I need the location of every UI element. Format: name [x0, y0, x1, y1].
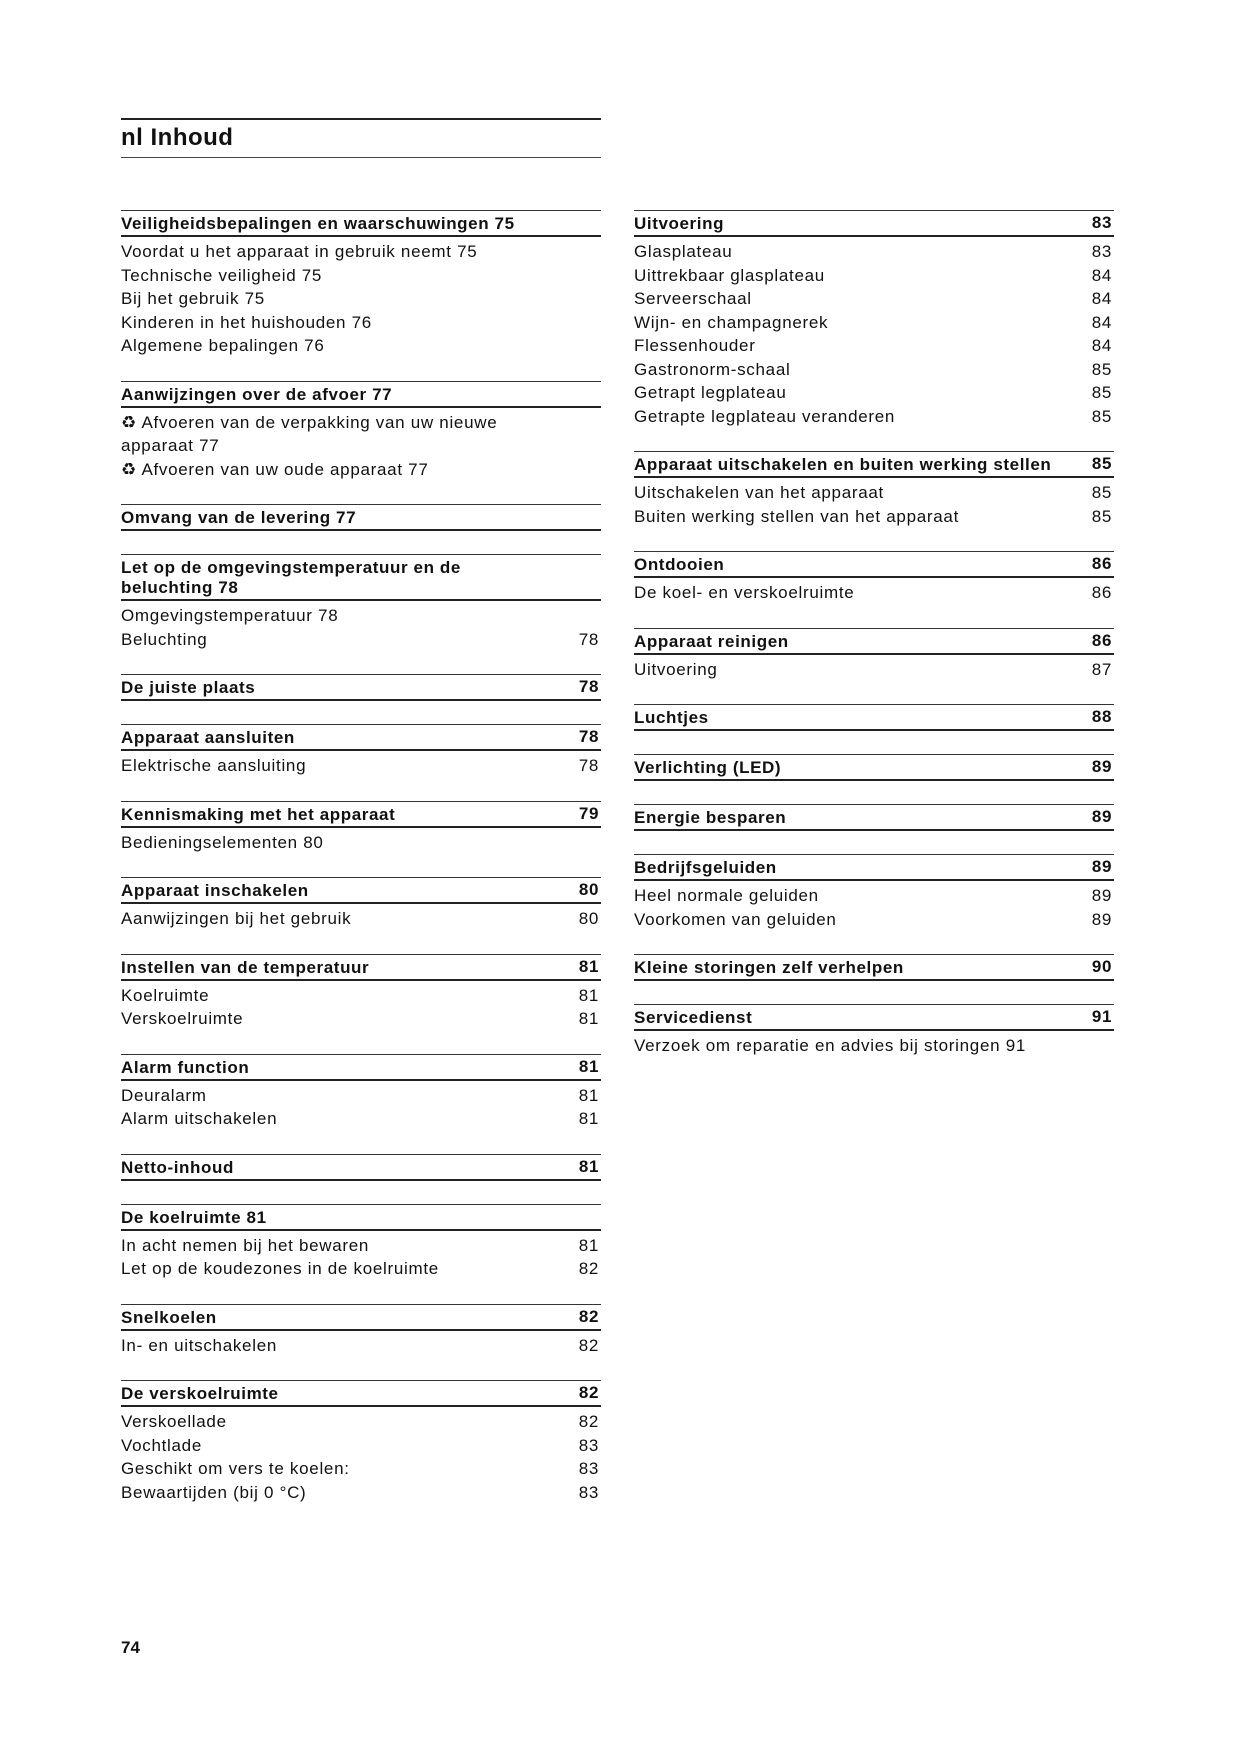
toc-entry-text: Voorkomen van geluiden [634, 909, 837, 929]
toc-entry[interactable] [634, 908, 1114, 932]
toc-entry-text-wrap [634, 505, 1114, 529]
toc-item-list [634, 478, 1114, 528]
toc-entry-text-wrap [121, 1107, 601, 1131]
toc-entry-text: Deuralarm [121, 1085, 207, 1105]
toc-entry-text-wrap [121, 754, 601, 778]
toc-section-heading[interactable] [121, 674, 601, 701]
page-header [121, 118, 601, 158]
toc-entry-text-wrap [121, 1007, 601, 1031]
toc-entry-text: Elektrische aansluiting [121, 756, 307, 775]
toc-entry[interactable] [121, 411, 601, 458]
toc-heading-page: 83 [1091, 213, 1112, 232]
toc-section-heading[interactable] [634, 954, 1114, 981]
page-title: nl Inhoud [121, 124, 234, 151]
toc-entry-page: 89 [1091, 909, 1112, 929]
toc-entry[interactable] [121, 1234, 601, 1258]
toc-section-heading[interactable] [121, 554, 601, 601]
toc-entry-text: Technische veiligheid 75 [121, 265, 323, 285]
toc-heading-text: Kleine storingen zelf verhelpen [634, 958, 904, 977]
toc-heading-text: Ontdooien [634, 555, 725, 574]
toc-heading-page: 81 [578, 1156, 599, 1176]
toc-entry-text: Wijn- en champagnerek [634, 312, 829, 332]
toc-heading-text: Snelkoelen [121, 1307, 217, 1327]
toc-entry-text-wrap [634, 264, 1114, 288]
toc-entry-text: Verskoelruimte [121, 1009, 244, 1028]
toc-entry-text-wrap [121, 287, 601, 311]
toc-heading-page: 82 [578, 1383, 599, 1402]
toc-section [634, 954, 1114, 981]
toc-section [121, 210, 601, 358]
toc-heading-page: 82 [578, 1306, 599, 1326]
toc-entry[interactable] [121, 1434, 601, 1458]
toc-heading-text: Veiligheidsbepalingen en waarschuwingen 75 [121, 214, 515, 233]
toc-section [634, 628, 1114, 682]
toc-entry-page: 84 [1091, 336, 1112, 355]
toc-item-list [121, 237, 601, 358]
toc-entry-page: 89 [1091, 886, 1112, 905]
toc-entry-text: Kinderen in het huishouden 76 [121, 312, 372, 332]
toc-entry-text-wrap [121, 984, 601, 1008]
toc-section [634, 804, 1114, 831]
toc-heading-page: 81 [578, 1056, 599, 1076]
toc-section [634, 551, 1114, 605]
toc-entry-page: 81 [578, 985, 599, 1005]
toc-section [121, 801, 601, 855]
toc-entry-text-wrap [634, 405, 1114, 429]
toc-entry-text-wrap [121, 604, 601, 628]
toc-item-list [121, 828, 601, 855]
toc-entry[interactable] [121, 831, 601, 855]
toc-entry-text: Serveerschaal [634, 289, 752, 308]
toc-entry-text-wrap [121, 1234, 601, 1258]
toc-section [121, 381, 601, 482]
toc-heading-text: De koelruimte 81 [121, 1207, 267, 1227]
toc-entry-text: Alarm uitschakelen [121, 1109, 278, 1128]
toc-item-list [121, 981, 601, 1031]
toc-item-list [121, 601, 601, 651]
toc-entry-text: Bewaartijden (bij 0 °C) [121, 1482, 307, 1502]
toc-item-list [634, 578, 1114, 605]
toc-entry-text: Uitvoering [634, 659, 718, 679]
toc-section [121, 504, 601, 531]
toc-entry-text: Afvoeren van uw oude apparaat 77 [141, 459, 429, 479]
toc-entry-text: Omgevingstemperatuur 78 [121, 606, 339, 625]
toc-entry[interactable] [121, 907, 601, 931]
toc-entry[interactable] [634, 287, 1114, 311]
toc-item-list [634, 881, 1114, 931]
toc-entry-text-wrap [121, 907, 601, 931]
toc-section-heading[interactable] [634, 854, 1114, 881]
toc-section-heading[interactable] [121, 1380, 601, 1407]
toc-section [121, 1054, 601, 1131]
toc-entry-text-wrap [634, 240, 1114, 264]
toc-section-heading[interactable] [634, 210, 1114, 237]
toc-item-list [634, 1031, 1114, 1058]
toc-heading-text: Verlichting (LED) [634, 758, 782, 777]
toc-heading-page: 81 [578, 956, 599, 976]
toc-entry-text: Beluchting [121, 629, 208, 649]
toc-entry[interactable] [121, 1481, 601, 1505]
toc-entry-text-wrap [121, 411, 601, 458]
toc-entry[interactable] [634, 481, 1114, 505]
toc-entry-text-wrap [121, 334, 601, 358]
toc-heading-text: Aanwijzingen over de afvoer 77 [121, 384, 393, 404]
toc-entry-text: Flessenhouder [634, 336, 756, 355]
toc-entry-text: Aanwijzingen bij het gebruik [121, 909, 352, 928]
toc-entry-text: Algemene bepalingen 76 [121, 336, 325, 355]
toc-entry-text: Glasplateau [634, 242, 733, 261]
toc-section [121, 1304, 601, 1358]
toc-heading-text: Alarm function [121, 1057, 250, 1077]
toc-entry-text: Bedieningselementen 80 [121, 832, 324, 852]
toc-entry-page: 82 [578, 1412, 599, 1431]
toc-section [634, 1004, 1114, 1058]
toc-entry-page: 83 [1091, 242, 1112, 261]
toc-entry[interactable] [634, 381, 1114, 405]
toc-item-list [121, 1407, 601, 1504]
toc-entry-text-wrap [634, 581, 1114, 605]
toc-entry[interactable] [121, 264, 601, 288]
toc-section-heading[interactable] [121, 1204, 601, 1231]
toc-entry-text-wrap [634, 287, 1114, 311]
toc-heading-text: Apparaat aansluiten [121, 728, 295, 747]
toc-heading-page: 90 [1091, 957, 1112, 976]
toc-heading-page: 85 [1091, 454, 1112, 473]
toc-section-heading[interactable] [121, 1154, 601, 1181]
toc-section [121, 554, 601, 651]
toc-entry-text-wrap [634, 358, 1114, 382]
toc-heading-text: Servicedienst [634, 1008, 753, 1027]
toc-entry-text-wrap [634, 1034, 1114, 1058]
toc-entry[interactable] [121, 1457, 601, 1481]
toc-section-heading[interactable] [121, 1054, 601, 1081]
toc-entry-text-wrap [121, 1334, 601, 1358]
toc-entry[interactable] [634, 505, 1114, 529]
toc-entry-text-wrap [121, 264, 601, 288]
toc-entry-text: In- en uitschakelen [121, 1335, 277, 1355]
toc-entry[interactable] [121, 628, 601, 652]
toc-heading-text: Apparaat inschakelen [121, 881, 309, 900]
toc-entry[interactable] [634, 264, 1114, 288]
toc-heading-text: Uitvoering [634, 214, 725, 233]
toc-heading-text: De verskoelruimte [121, 1384, 279, 1403]
toc-section [634, 210, 1114, 428]
toc-heading-page: 78 [578, 727, 599, 746]
toc-item-list [121, 1081, 601, 1131]
toc-heading-text: Apparaat uitschakelen en buiten werking stellen [634, 455, 1052, 474]
toc-item-list [634, 237, 1114, 428]
toc-entry-text: In acht nemen bij het bewaren [121, 1235, 370, 1255]
toc-entry-page: 86 [1091, 583, 1112, 602]
toc-entry-page: 87 [1091, 659, 1112, 679]
toc-entry[interactable] [121, 984, 601, 1008]
toc-section-heading[interactable] [634, 628, 1114, 655]
recycle-icon: ♻ [121, 459, 142, 479]
page-number: 74 [121, 1638, 140, 1657]
toc-entry-text-wrap [634, 311, 1114, 335]
toc-section-heading[interactable] [121, 504, 601, 531]
toc-entry-text: Voordat u het apparaat in gebruik neemt 75 [121, 242, 478, 261]
toc-heading-page: 89 [1091, 757, 1112, 776]
toc-entry-text-wrap [634, 908, 1114, 932]
toc-entry[interactable] [634, 658, 1114, 682]
toc-section [121, 954, 601, 1031]
toc-entry-text: De koel- en verskoelruimte [634, 583, 855, 602]
toc-entry-text-wrap [121, 1084, 601, 1108]
toc-entry-text-wrap [121, 1434, 601, 1458]
toc-entry-text: Vochtlade [121, 1435, 202, 1455]
toc-heading-page: 86 [1091, 554, 1112, 573]
toc-entry[interactable] [121, 1410, 601, 1434]
toc-entry-text: Geschikt om vers te koelen: [121, 1459, 350, 1478]
recycle-icon: ♻ [121, 412, 142, 432]
toc-entry[interactable] [634, 405, 1114, 429]
toc-entry-text-wrap [121, 1457, 601, 1481]
toc-item-list [121, 408, 601, 482]
toc-section-heading[interactable] [634, 1004, 1114, 1031]
toc-entry[interactable] [121, 1084, 601, 1108]
toc-entry[interactable] [634, 240, 1114, 264]
toc-section-heading[interactable] [121, 801, 601, 828]
toc-section [121, 674, 601, 701]
toc-entry-text-wrap [634, 334, 1114, 358]
toc-section-heading[interactable] [121, 381, 601, 408]
toc-entry-page: 84 [1091, 289, 1112, 308]
toc-heading-page: 86 [1091, 630, 1112, 650]
toc-entry[interactable] [121, 604, 601, 628]
toc-entry-text-wrap [121, 1257, 601, 1281]
toc-entry-page: 84 [1091, 265, 1112, 285]
toc-entry-text-wrap [121, 628, 601, 652]
toc-entry-text: Uitschakelen van het apparaat [634, 483, 884, 502]
toc-entry-page: 81 [578, 1009, 599, 1028]
toc-entry-text-wrap [121, 311, 601, 335]
toc-heading-text: Luchtjes [634, 708, 709, 727]
toc-section-heading[interactable] [634, 704, 1114, 731]
toc-right-column [634, 210, 1114, 1058]
toc-entry-page: 85 [1091, 406, 1112, 426]
toc-item-list [634, 655, 1114, 682]
toc-entry-text: Bij het gebruik 75 [121, 289, 265, 308]
toc-section [634, 704, 1114, 731]
toc-entry-text-wrap [121, 831, 601, 855]
toc-entry-page: 81 [578, 1235, 599, 1255]
toc-entry-text: Getrapt legplateau [634, 383, 787, 402]
toc-section [634, 754, 1114, 781]
toc-entry-text-wrap [121, 1410, 601, 1434]
toc-heading-page: 78 [578, 677, 599, 696]
toc-entry-text-wrap [121, 1481, 601, 1505]
toc-item-list [121, 1331, 601, 1358]
toc-section-heading[interactable] [121, 724, 601, 751]
toc-item-list [121, 904, 601, 931]
toc-section-heading[interactable] [121, 1304, 601, 1331]
toc-entry-text: Verzoek om reparatie en advies bij storingen 91 [634, 1036, 1026, 1055]
toc-heading-text: Kennismaking met het apparaat [121, 804, 396, 824]
toc-entry[interactable] [121, 1007, 601, 1031]
toc-heading-text: Apparaat reinigen [634, 631, 789, 651]
toc-entry-page: 78 [578, 756, 599, 775]
toc-entry-text: Buiten werking stellen van het apparaat [634, 506, 959, 526]
toc-entry-text-wrap [634, 381, 1114, 405]
toc-entry-page: 82 [578, 1259, 599, 1278]
toc-heading-page: 89 [1091, 857, 1112, 876]
toc-entry-text: Uittrekbaar glasplateau [634, 265, 825, 285]
toc-heading-text: De juiste plaats [121, 678, 256, 697]
toc-entry[interactable] [121, 334, 601, 358]
toc-heading-page: 88 [1091, 707, 1112, 726]
toc-entry-page: 83 [578, 1435, 599, 1455]
toc-entry[interactable] [634, 334, 1114, 358]
toc-entry-text: Afvoeren van de verpakking van uw nieuwe apparaat 77 [121, 412, 498, 455]
toc-entry-text-wrap [121, 240, 601, 264]
toc-section [121, 877, 601, 931]
toc-heading-page: 79 [578, 803, 599, 823]
toc-entry-page: 82 [578, 1335, 599, 1355]
toc-entry[interactable] [121, 458, 601, 482]
toc-section [634, 451, 1114, 528]
toc-heading-page: 89 [1091, 807, 1112, 826]
toc-entry-text-wrap [634, 884, 1114, 908]
toc-entry[interactable] [634, 581, 1114, 605]
toc-heading-text: Omvang van de levering 77 [121, 508, 357, 527]
toc-entry[interactable] [634, 884, 1114, 908]
toc-item-list [121, 751, 601, 778]
toc-section [121, 1154, 601, 1181]
toc-entry[interactable] [121, 287, 601, 311]
toc-heading-page: 91 [1091, 1007, 1112, 1026]
toc-entry[interactable] [634, 1034, 1114, 1058]
toc-heading-text: Bedrijfsgeluiden [634, 858, 777, 877]
toc-section [121, 1204, 601, 1281]
toc-entry-page: 85 [1091, 383, 1112, 402]
toc-entry-page: 84 [1091, 312, 1112, 332]
toc-section-heading[interactable] [634, 754, 1114, 781]
toc-entry-page: 85 [1091, 506, 1112, 526]
toc-entry-text-wrap [634, 481, 1114, 505]
toc-entry-page: 81 [578, 1085, 599, 1105]
toc-section [121, 1380, 601, 1504]
toc-section-heading[interactable] [634, 804, 1114, 831]
toc-entry-text-wrap [121, 458, 601, 482]
toc-entry[interactable] [121, 240, 601, 264]
toc-entry[interactable] [121, 1257, 601, 1281]
toc-entry-page: 78 [578, 629, 599, 649]
toc-entry-text: Heel normale geluiden [634, 886, 819, 905]
toc-entry-text-wrap [634, 658, 1114, 682]
toc-heading-text: Energie besparen [634, 808, 787, 827]
toc-entry-text: Getrapte legplateau veranderen [634, 406, 896, 426]
toc-heading-text: Netto-inhoud [121, 1157, 234, 1177]
toc-section [121, 724, 601, 778]
toc-entry[interactable] [121, 311, 601, 335]
toc-section-heading[interactable] [121, 877, 601, 904]
toc-heading-page: 80 [578, 880, 599, 899]
toc-entry[interactable] [121, 1334, 601, 1358]
toc-entry[interactable] [634, 358, 1114, 382]
toc-entry[interactable] [634, 311, 1114, 335]
toc-section [634, 854, 1114, 931]
toc-entry-text: Koelruimte [121, 985, 210, 1005]
toc-item-list [121, 1231, 601, 1281]
toc-left-column [121, 210, 601, 1504]
toc-heading-text: Let op de omgevingstemperatuur en de beluchting 78 [121, 558, 461, 597]
toc-entry-text: Verskoellade [121, 1412, 227, 1431]
toc-entry-text: Gastronorm-schaal [634, 359, 791, 379]
toc-entry[interactable] [121, 1107, 601, 1131]
toc-entry[interactable] [121, 754, 601, 778]
toc-entry-page: 83 [578, 1459, 599, 1478]
toc-entry-text: Let op de koudezones in de koelruimte [121, 1259, 439, 1278]
toc-section-heading[interactable] [121, 210, 601, 237]
toc-entry-page: 81 [578, 1109, 599, 1128]
toc-entry-page: 85 [1091, 483, 1112, 502]
toc-entry-page: 83 [578, 1482, 599, 1502]
toc-section-heading[interactable] [634, 451, 1114, 478]
toc-entry-page: 85 [1091, 359, 1112, 379]
toc-entry-page: 80 [578, 909, 599, 928]
toc-heading-text: Instellen van de temperatuur [121, 957, 370, 977]
toc-section-heading[interactable] [121, 954, 601, 981]
toc-section-heading[interactable] [634, 551, 1114, 578]
